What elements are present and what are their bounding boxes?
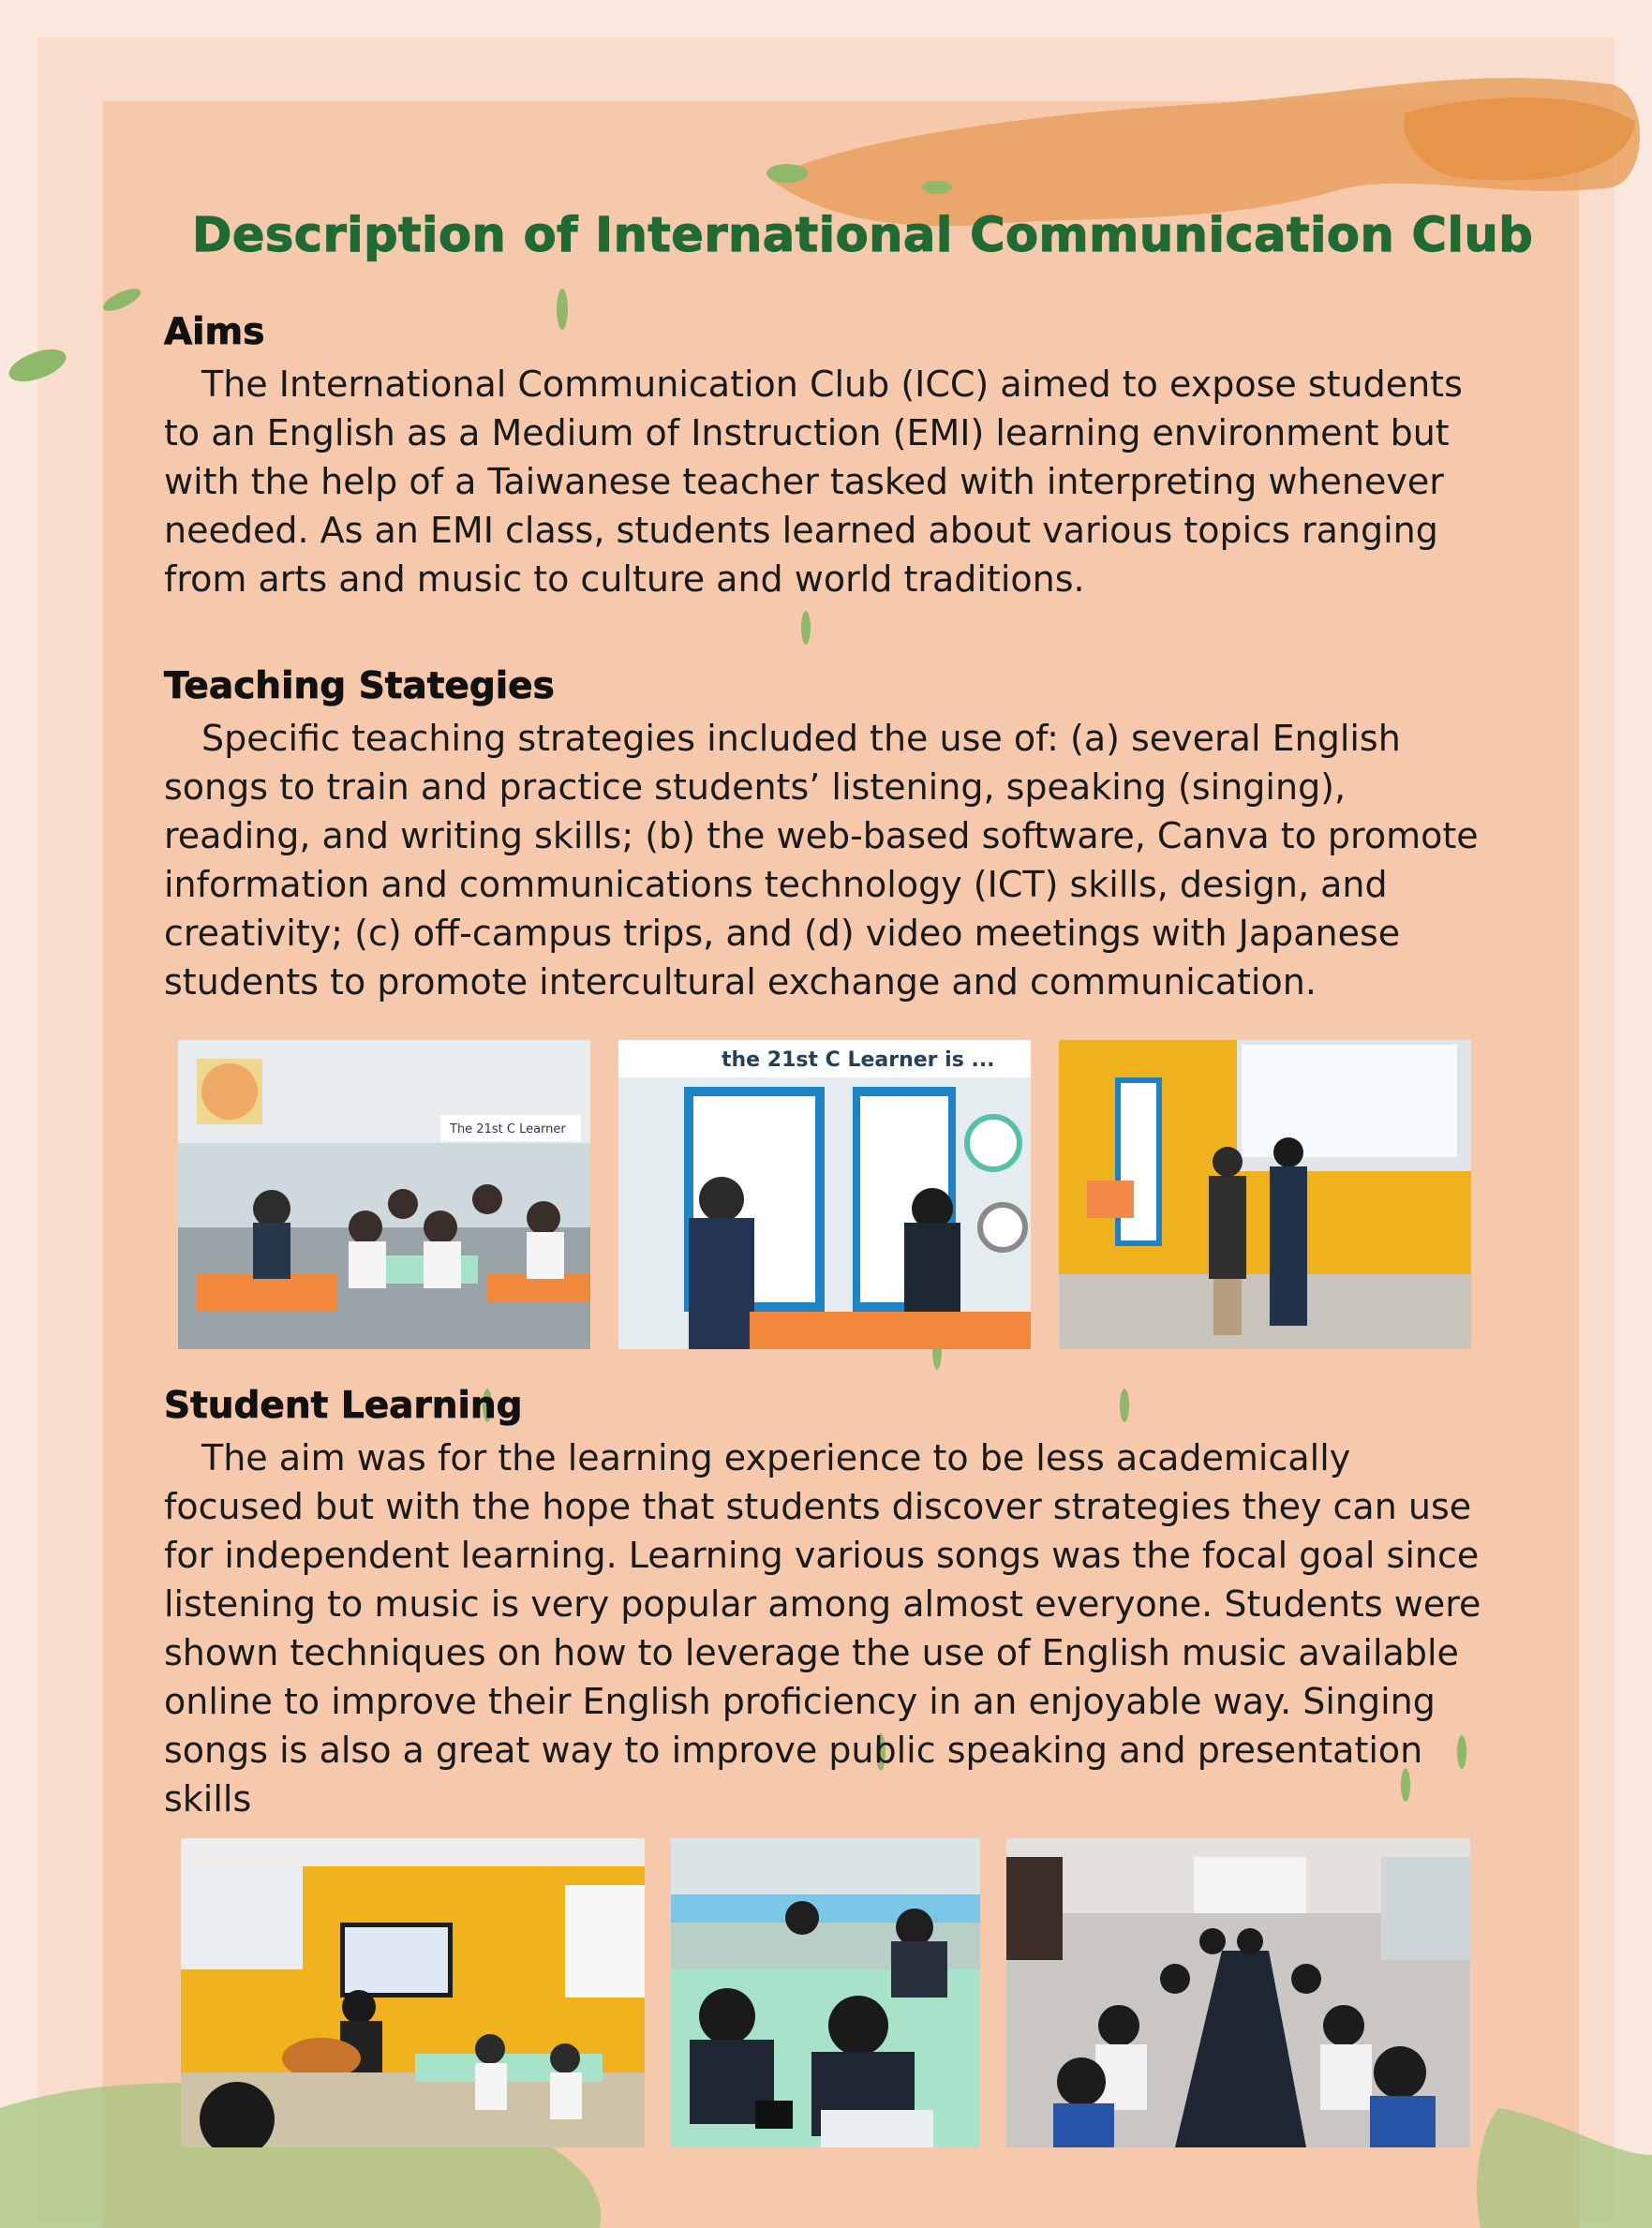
classroom-banner-text: The 21st C Learner xyxy=(450,1122,566,1136)
guitar-lesson-photo xyxy=(181,1838,645,2147)
learning-paragraph: The aim was for the learning experience to be less academically focused but with the hope that students discover strategies they can use for independent learning. Learning various songs was the focal goal since listening to music is very popular among almost everyone. Students were shown techniques on how to leverage the use of English music available online to improve their English proficiency in an enjoyable way. Singing songs is also a great way to improve public speaking and presentation skills xyxy=(164,1437,1481,1820)
students-writing-photo xyxy=(671,1838,980,2147)
presentation-photo xyxy=(1059,1040,1471,1349)
whiteboard-photo xyxy=(618,1040,1031,1349)
leaf-splash xyxy=(5,343,70,388)
green-brush-bottom-right xyxy=(1477,2108,1652,2228)
learning-heading: Student Learning xyxy=(164,1385,523,1427)
aims-heading: Aims xyxy=(164,311,265,353)
leaf-splash xyxy=(557,289,568,330)
strategies-heading: Teaching Stategies xyxy=(164,665,555,707)
leaf-splash xyxy=(801,611,811,645)
page-title: Description of International Communication Club xyxy=(192,208,1534,263)
aims-paragraph: The International Communication Club (ICC) aimed to expose students to an English as a Medium of Instruction (EMI) learning environment but with the help of a Taiwanese teacher tasked with interpreting whenever needed. As an EMI class, students learned about various topics ranging from arts and music to culture and world traditions. xyxy=(164,364,1463,600)
strategies-paragraph: Specific teaching strategies included the use of: (a) several English songs to train and practice students’ listening, speaking (singing), reading, and writing skills; (b) the web-based software, Canva to promote information and communications technology (ICT) skills, design, and creativity; (c) off-campus trips, and (d) video meetings with Japanese students to promote intercultural exchange and communication. xyxy=(164,718,1479,1003)
classroom-photo xyxy=(178,1040,590,1349)
whiteboard-banner-text: the 21st C Learner is ... xyxy=(722,1048,995,1072)
group-meal-photo xyxy=(1006,1838,1470,2147)
leaf-splash xyxy=(1120,1389,1129,1422)
leaf-splash xyxy=(922,181,952,194)
leaf-splash xyxy=(766,164,808,183)
leaf-splash xyxy=(100,284,144,315)
